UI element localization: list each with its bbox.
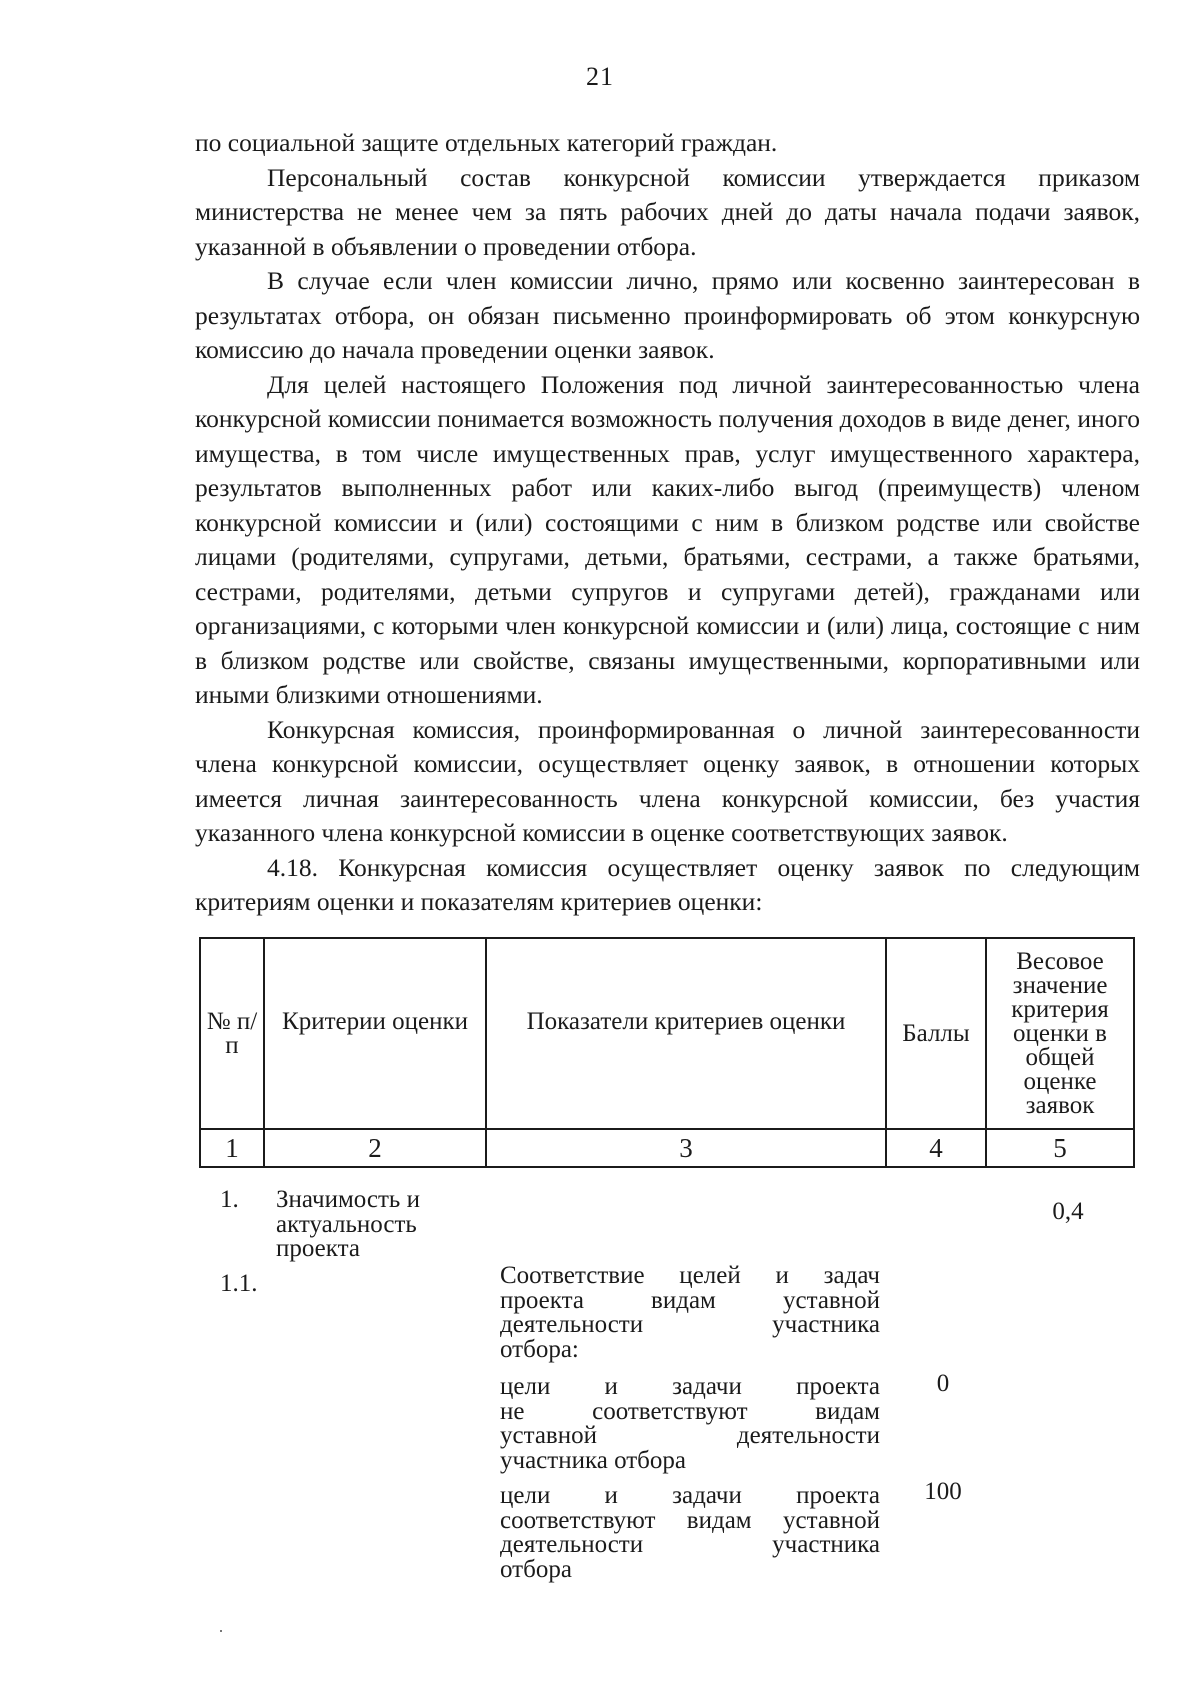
indicator-line-4: отбора: [500,1335,579,1363]
option-0-line-2: не соответствуют видам [500,1397,880,1425]
header-weight: Весовое значение критерия оценки в общей оценке заявок [1011,947,1109,1119]
row-1-weight: 0,4 [1052,1198,1084,1225]
column-number-2: 2 [264,1129,486,1167]
column-number-5: 5 [986,1129,1134,1167]
option-0-line-3: уставной деятельности [500,1422,880,1449]
option-1-line-1: цели и задачи проекта [500,1482,880,1509]
row-1-1-number: 1.1. [220,1270,258,1297]
header-weight-cell [986,938,1134,1129]
option-1-line-2: соответствуют видам уставной [500,1506,880,1534]
option-1-text [500,1484,880,1582]
row-1-criteria: Значимость и актуальность проекта [276,1186,420,1262]
option-1-line-4: отбора [500,1555,572,1583]
option-1-line-3: деятельности участника [500,1531,880,1558]
column-number-4: 4 [886,1129,986,1167]
option-0-line-4: участника отбора [500,1446,686,1474]
header-criteria-cell [264,938,486,1129]
table-header-row [200,938,1134,1129]
header-score: Баллы [902,1019,970,1047]
paragraph-3: В случае если член комиссии лично, прямо или косвенно заинтересован в результатах отбора, он обязан письменно проинформировать об этом конкурсную комиссию до начала проведении оценки заявок. [195,266,1140,364]
paragraph-1: по социальной защите отдельных категорий граждан. [195,128,778,157]
header-num-cell [200,938,264,1129]
row-1-number: 1. [220,1186,239,1213]
header-score-cell [886,938,986,1129]
column-number-1: 1 [200,1129,264,1167]
paragraph-5: Конкурсная комиссия, проинформированная о личной заинтересованности члена конкурсной комиссии, осуществляет оценку заявок, в отношении которых имеется личная заинтересованность члена конкурсной комиссии, без участия указанного члена конкурсной комиссии в оценке соответствующих заявок. [195,714,1140,847]
header-indicators: Показатели критериев оценки [526,1007,846,1035]
document-body [195,126,1140,920]
option-1-score: 100 [924,1478,962,1505]
indicator-line-2: проекта видам уставной [500,1286,880,1314]
paragraph-4: Для целей настоящего Положения под личной заинтересованностью члена конкурсной комиссии понимается возможность получения доходов в виде денег, иного имущества, в том числе имущественных прав, услуг имущественного характера, результатов выполненных работ или каких-либо выгод (преимуществ) членом конкурсной комиссии и (или) состоящими с ним в близком родстве или свойстве лицами (родителями, супругами, детьми, братьями, сестрами, а также братьями, сестрами, родителями, детьми супругов и супругами детей), гражданами или организациями, с которыми член конкурсной комиссии и (или) лица, состоящие с ним в близком родстве или свойстве, связаны имущественными, корпоративными или иными близкими отношениями. [195,369,1140,709]
header-num: № п/п [206,1007,258,1059]
option-0-text [500,1375,880,1473]
paragraph-2: Персональный состав конкурсной комиссии утверждается приказом министерства не менее чем за пять рабочих дней до даты начала подачи заявок, указанной в объявлении о проведении отбора. [195,162,1140,261]
page-number: 21 [586,62,614,91]
header-indicators-cell [486,938,886,1129]
row-1-1-indicator [500,1264,880,1362]
scan-speck [220,1630,222,1632]
option-0-score: 0 [936,1370,950,1397]
indicator-line-1: Соответствие целей и задач [500,1262,880,1289]
criteria-table [199,937,1135,1168]
option-0-line-1: цели и задачи проекта [500,1373,880,1400]
indicator-line-3: деятельности участника [500,1311,880,1338]
column-number-3: 3 [486,1129,886,1167]
paragraph-6: 4.18. Конкурсная комиссия осуществляет оценку заявок по следующим критериям оценки и показателям критериев оценки: [195,852,1140,916]
header-criteria: Критерии оценки [282,1007,468,1035]
table-column-numbers-row [200,1129,1134,1167]
